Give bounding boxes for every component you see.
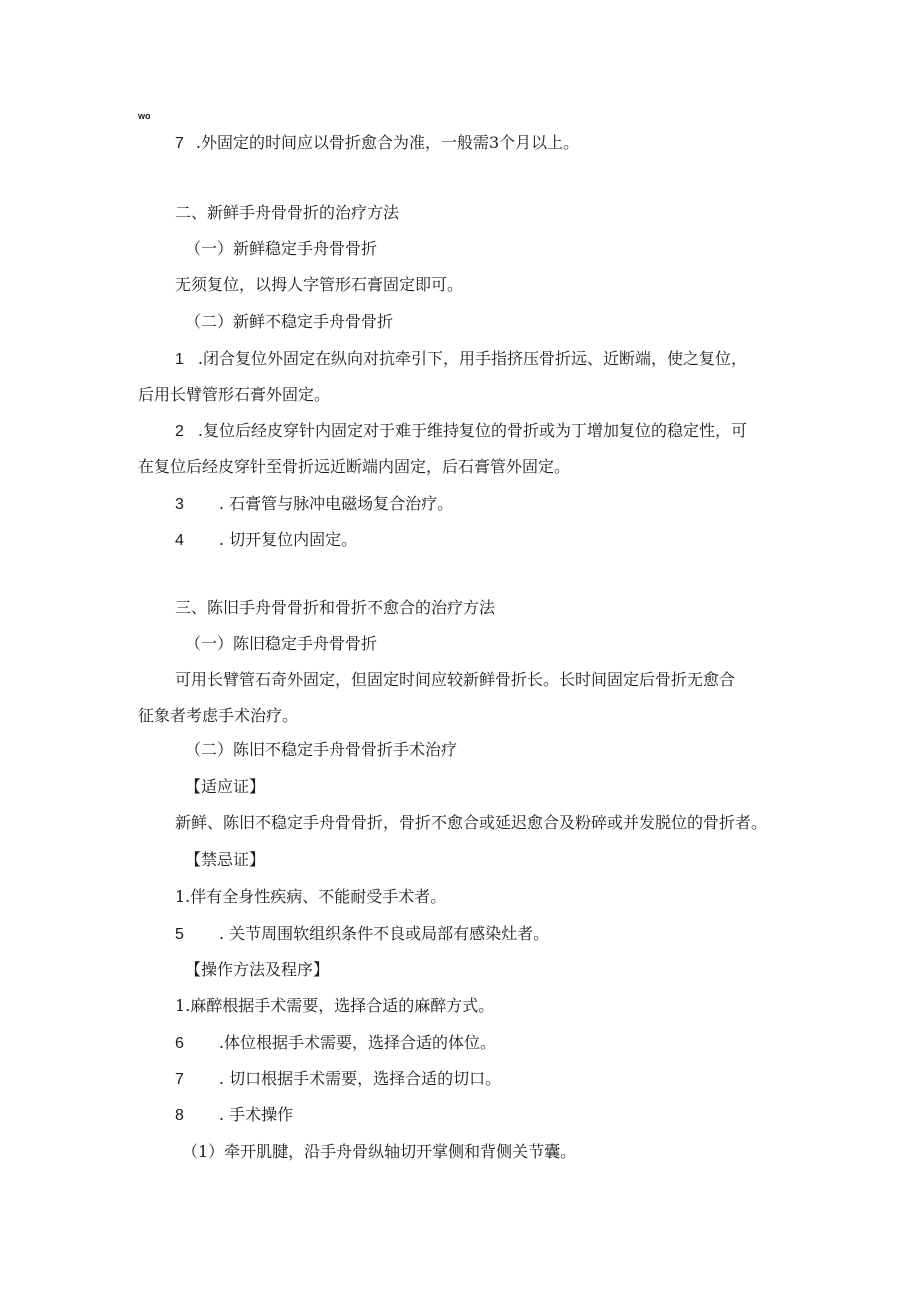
- paragraph-continuation: 在复位后经皮穿针至骨折远近断端内固定，后石膏管外固定。: [138, 457, 571, 476]
- list-item: 1.麻醉根据手术需要，选择合适的麻醉方式。: [175, 996, 495, 1015]
- list-item: [175, 924, 549, 945]
- list-item: [175, 421, 747, 442]
- item-text: .体位根据手术需要，选择合适的体位。: [218, 1033, 496, 1052]
- section-heading-2: 二、新鲜手舟骨骨折的治疗方法: [175, 203, 400, 222]
- item-number: 3: [175, 496, 184, 513]
- subsection-heading: （二）陈旧不稳定手舟骨骨折手术治疗: [185, 740, 458, 759]
- paragraph: 新鲜、陈旧不稳定手舟骨骨折，骨折不愈合或延迟愈合及粉碎或并发脱位的骨折者。: [175, 813, 768, 832]
- bracket-heading-procedure: 【操作方法及程序】: [185, 960, 330, 979]
- item-number: 8: [175, 1107, 184, 1124]
- item-number: 5: [175, 926, 184, 943]
- list-item: [175, 1033, 496, 1054]
- list-item: [175, 494, 453, 515]
- item-number: 6: [175, 1035, 184, 1052]
- item-number: 2: [175, 423, 184, 440]
- section-heading-3: 三、陈旧手舟骨骨折和骨折不愈合的治疗方法: [175, 598, 496, 617]
- list-item: [175, 530, 357, 551]
- bracket-heading-indications: 【适应证】: [185, 777, 266, 796]
- paragraph: 可用长臂管石奇外固定，但固定时间应较新鲜骨折长。长时间固定后骨折无愈合: [175, 670, 736, 689]
- item-text: . 切开复位内固定。: [218, 530, 358, 549]
- list-item: [175, 1105, 293, 1126]
- paragraph: 无须复位，以拇人字管形石膏固定即可。: [175, 275, 464, 294]
- subsection-heading: （一）陈旧稳定手舟骨骨折: [185, 634, 378, 653]
- item-text: .闭合复位外固定在纵向对抗牵引下，用手指挤压骨折远、近断端，使之复位，: [197, 349, 747, 368]
- bracket-heading-contraindications: 【禁忌证】: [185, 850, 266, 869]
- paragraph-continuation: 征象者考虑手术治疗。: [138, 706, 299, 725]
- list-item: [175, 1069, 501, 1090]
- item-number: 4: [175, 532, 184, 549]
- item-number: 1: [175, 351, 184, 368]
- list-item: 1.伴有全身性疾病、不能耐受手术者。: [175, 887, 447, 906]
- sub-list-item: （1）牵开肌腱，沿手舟骨纵轴切开掌侧和背侧关节囊。: [182, 1142, 577, 1161]
- header-mark: wo: [138, 111, 151, 121]
- item-text: . 手术操作: [218, 1105, 294, 1124]
- subsection-heading: （二）新鲜不稳定手舟骨骨折: [185, 312, 394, 331]
- item-number: 7: [175, 1071, 184, 1088]
- item-text: . 切口根据手术需要，选择合适的切口。: [218, 1069, 502, 1088]
- list-item: [175, 349, 747, 370]
- subsection-heading: （一）新鲜稳定手舟骨骨折: [185, 239, 378, 258]
- item-text: . 关节周围软组织条件不良或局部有感染灶者。: [218, 924, 550, 943]
- paragraph-continuation: 后用长臂管形石膏外固定。: [138, 385, 331, 404]
- item-text: .外固定的时间应以骨折愈合为准，一般需3个月以上。: [195, 133, 580, 152]
- item-text: .复位后经皮穿针内固定对于难于维持复位的骨折或为丁增加复位的稳定性，可: [197, 421, 747, 440]
- item-text: . 石膏管与脉冲电磁场复合治疗。: [218, 494, 454, 513]
- item-number: 7: [175, 135, 184, 152]
- paragraph-item-7-fixation-time: [175, 133, 579, 154]
